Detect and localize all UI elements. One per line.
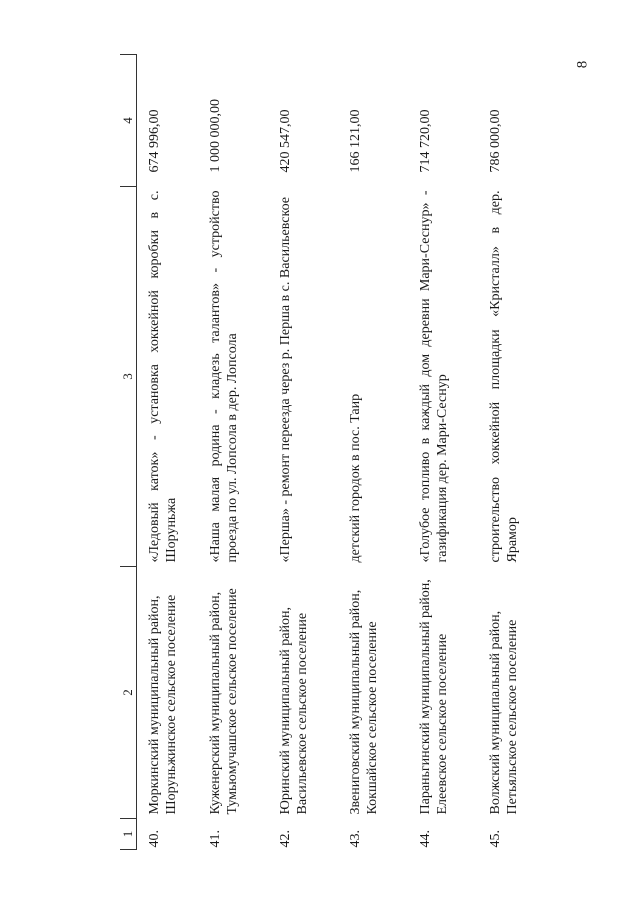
amount-cell: 674 996,00	[147, 109, 162, 173]
row-number: 43.	[347, 830, 363, 848]
table-row	[417, 55, 487, 850]
header-col-3: 3	[120, 187, 137, 567]
amount-cell: 420 547,00	[277, 109, 293, 173]
header-col-4: 4	[120, 55, 137, 187]
rotated-page	[120, 55, 530, 850]
header-row	[120, 55, 137, 850]
amount-cell: 714 720,00	[417, 109, 433, 173]
district-cell: Параньгинский муниципальный район, Елеевское сельское поселение	[417, 579, 450, 815]
district-cell: Звениговский муниципальный район, Кокшайское сельское поселение	[347, 589, 380, 815]
table-row	[277, 55, 347, 850]
row-number: 41.	[207, 830, 223, 848]
project-cell: «Ледовый каток» - установка хоккейной коробки в с. Шоруньжа	[147, 190, 179, 563]
table-container	[120, 55, 530, 850]
row-number: 44.	[417, 830, 433, 848]
district-cell: Волжский муниципальный район, Петьяльское сельское поселение	[487, 610, 520, 815]
district-cell: Юринский муниципальный район, Васильевское сельское поселение	[277, 607, 310, 815]
table-row	[347, 55, 417, 850]
amount-cell: 1 000 000,00	[207, 99, 223, 173]
table-row	[207, 55, 277, 850]
project-cell: «Голубое топливо в каждый дом деревни Мари-Сеснур» - газификация дер. Мари-Сеснур	[417, 190, 450, 563]
amount-cell: 786 000,00	[487, 109, 503, 173]
table-row	[487, 55, 557, 850]
table-row	[137, 55, 207, 850]
project-cell: детский городок в пос. Таир	[347, 393, 363, 563]
district-cell: Моркинский муниципальный район, Шоруньжинское сельское поселение	[147, 594, 179, 815]
page-number: 8	[574, 60, 591, 69]
project-cell: «Перша» - ремонт переезда через р. Перша в с. Васильевское	[277, 197, 293, 563]
project-cell: строительство хоккейной площадки «Кристалл» в дер. Ярамор	[487, 190, 520, 563]
row-number: 42.	[277, 830, 293, 848]
project-cell: «Наша малая родина - кладезь талантов» - устройство проезда по ул. Лопсола в дер. Лопсола	[207, 190, 240, 563]
row-number: 45.	[487, 830, 503, 848]
header-col-1: 1	[120, 819, 137, 850]
funding-table	[120, 54, 557, 850]
amount-cell: 166 121,00	[347, 109, 363, 173]
district-cell: Куженерский муниципальный район, Тумьюмучашское сельское поселение	[207, 588, 240, 815]
row-number: 40.	[147, 830, 162, 848]
header-col-2: 2	[120, 567, 137, 819]
